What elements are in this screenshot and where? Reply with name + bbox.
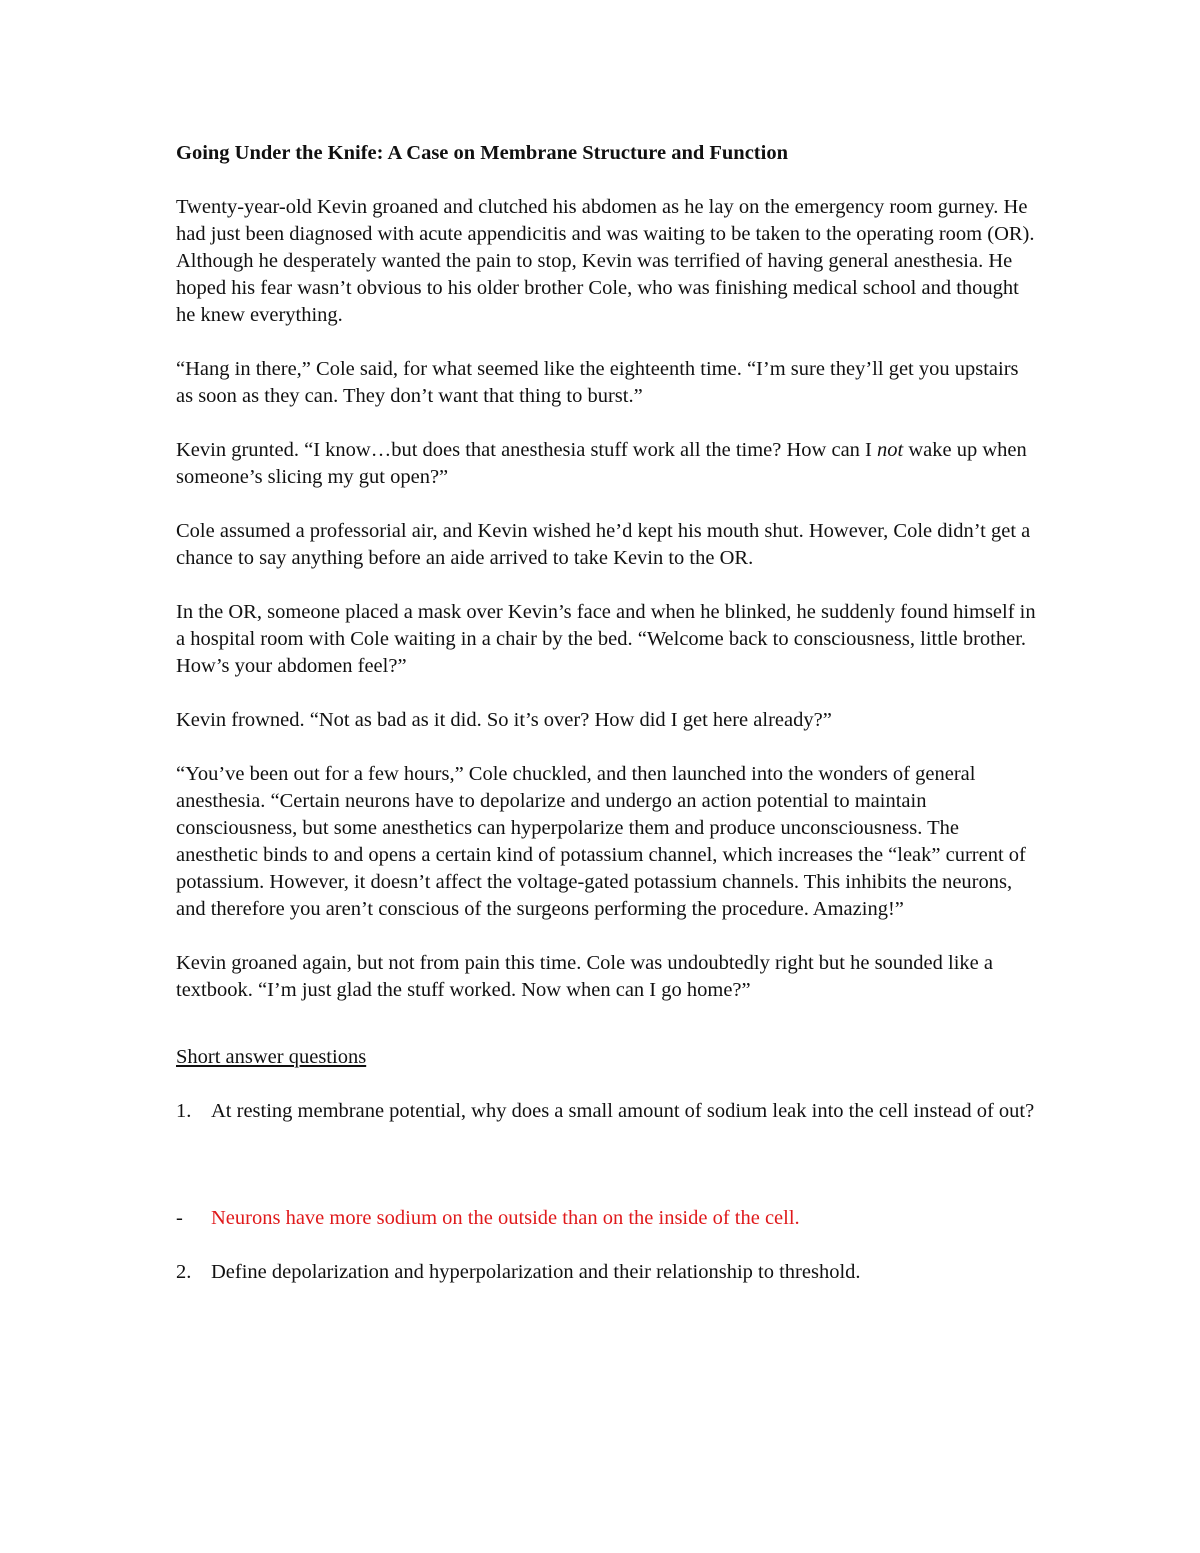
document-page (176, 140, 1036, 1286)
document-title: Going Under the Knife: A Case on Membrane Structure and Function (176, 142, 788, 164)
answer-1-text: Neurons have more sodium on the outside than on the inside of the cell. (211, 1207, 800, 1229)
question-2 (176, 1259, 1036, 1286)
question-1 (176, 1098, 1036, 1125)
paragraph-8: Kevin groaned again, but not from pain this time. Cole was undoubtedly right but he sounded like a textbook. “I’m just glad the stuff worked. Now when can I go home?” (176, 952, 993, 1001)
paragraph-7: “You’ve been out for a few hours,” Cole chuckled, and then launched into the wonders of general anesthesia. “Certain neurons have to depolarize and undergo an action potential to maintain consciousness, but some anesthetics can hyperpolarize them and produce unconsciousness. The anesthetic binds to and opens a certain kind of potassium channel, which increases the “leak” current of potassium. However, it doesn’t affect the voltage-gated potassium channels. This inhibits the neurons, and therefore you aren’t conscious of the surgeons performing the procedure. Amazing!” (176, 763, 1026, 920)
paragraph-4: Cole assumed a professorial air, and Kevin wished he’d kept his mouth shut. However, Cole didn’t get a chance to say anything before an aide arrived to take Kevin to the OR. (176, 520, 1031, 569)
answer-1-marker: - (176, 1207, 183, 1229)
question-1-text: At resting membrane potential, why does a small amount of sodium leak into the cell instead of out? (211, 1100, 1035, 1122)
paragraph-3-italic: not (877, 439, 904, 461)
section-heading: Short answer questions (176, 1046, 367, 1068)
question-1-number: 1. (176, 1100, 192, 1122)
question-2-number: 2. (176, 1261, 192, 1283)
question-2-text: Define depolarization and hyperpolarization and their relationship to threshold. (211, 1261, 861, 1283)
paragraph-3 (176, 437, 1036, 491)
paragraph-3-after: wake up when someone’s slicing my gut open?” (176, 439, 1027, 488)
paragraph-1: Twenty-year-old Kevin groaned and clutched his abdomen as he lay on the emergency room gurney. He had just been diagnosed with acute appendicitis and was waiting to be taken to the operating room (OR). Although he desperately wanted the pain to stop, Kevin was terrified of having general anesthesia. He hoped his fear wasn’t obvious to his older brother Cole, who was finishing medical school and thought he knew everything. (176, 196, 1035, 326)
paragraph-2: “Hang in there,” Cole said, for what seemed like the eighteenth time. “I’m sure they’ll get you upstairs as soon as they can. They don’t want that thing to burst.” (176, 358, 1019, 407)
paragraph-3-before: Kevin grunted. “I know…but does that anesthesia stuff work all the time? How can I (176, 439, 877, 461)
paragraph-5: In the OR, someone placed a mask over Kevin’s face and when he blinked, he suddenly found himself in a hospital room with Cole waiting in a chair by the bed. “Welcome back to consciousness, little brother. How’s your abdomen feel?” (176, 601, 1036, 677)
paragraph-6: Kevin frowned. “Not as bad as it did. So it’s over? How did I get here already?” (176, 709, 832, 731)
answer-1 (176, 1205, 1036, 1232)
